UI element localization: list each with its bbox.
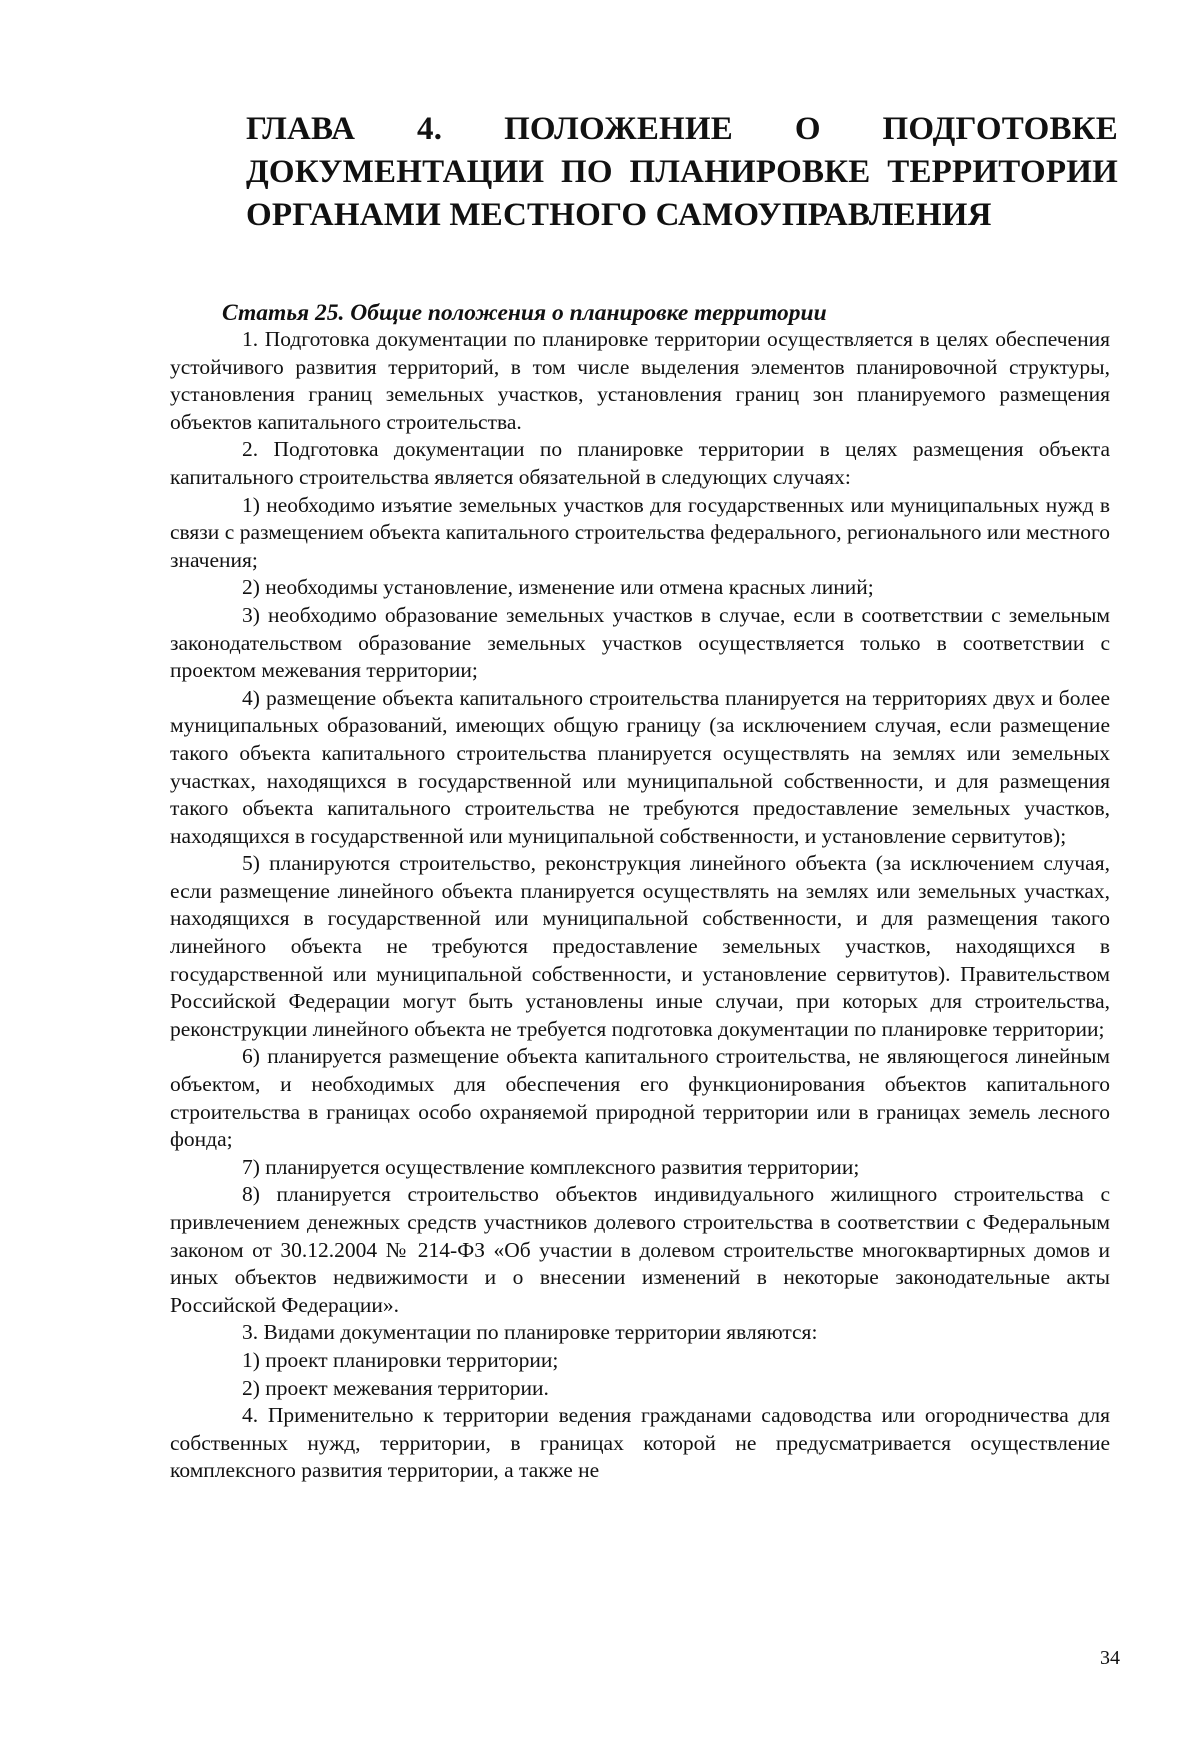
paragraph-3: 3. Видами документации по планировке территории являются: [242,1320,818,1345]
paragraph-2-item-5: 5) планируются строительство, реконструкция линейного объекта (за исключением случая, если размещение линейного объекта планируется осуществлять на землях или земельных участках, находящихся в государственной или муниципальной собственности, и для размещения такого линейного объекта не требуются предоставление земельных участков, находящихся в государственной или муниципальной собственности, и установление сервитутов). Правительством Российской Федерации могут быть установлены иные случаи, при которых для строительства, реконструкции линейного объекта не требуется подготовка документации по планировке территории; [170,851,1110,1041]
paragraph-2-item-4: 4) размещение объекта капитального строительства планируется на территориях двух и более муниципальных образований, имеющих общую границу (за исключением случая, если размещение такого объекта капитального строительства планируется осуществлять на землях или земельных участках, находящихся в государственной или муниципальной собственности, и для размещения такого объекта капитального строительства не требуются предоставление земельных участков, находящихся в государственной или муниципальной собственности, и установление сервитутов); [170,685,1110,848]
chapter-title: ГЛАВА 4. ПОЛОЖЕНИЕ О ПОДГОТОВКЕ ДОКУМЕНТАЦИИ ПО ПЛАНИРОВКЕ ТЕРРИТОРИИ ОРГАНАМИ МЕСТНОГО САМОУПРАВЛЕНИЯ [246,111,1118,233]
paragraph-2-item-6: 6) планируется размещение объекта капитального строительства, не являющегося линейным объектом, и необходимых для обеспечения его функционирования объектов капитального строительства в границах особо охраняемой природной территории или в границах земель лесного фонда; [170,1044,1110,1152]
paragraph-2-item-2: 2) необходимы установление, изменение или отмена красных линий; [242,575,874,600]
paragraph-4: 4. Применительно к территории ведения гражданами садоводства или огородничества для собственных нужд, территории, в границах которой не предусматривается осуществление комплексного развития территории, а также не [170,1403,1110,1483]
paragraph-3-item-1: 1) проект планировки территории; [242,1347,559,1372]
article-body [170,326,1110,1485]
paragraph-2: 2. Подготовка документации по планировке территории в целях размещения объекта капитального строительства является обязательной в следующих случаях: [170,437,1110,489]
paragraph-2-item-7: 7) планируется осуществление комплексного развития территории; [242,1154,860,1179]
article-title: Статья 25. Общие положения о планировке территории [222,300,827,326]
paragraph-2-item-3: 3) необходимо образование земельных участков в случае, если в соответствии с земельным законодательством образование земельных участков осуществляется только в соответствии с проектом межевания территории; [170,602,1110,683]
paragraph-3-item-2: 2) проект межевания территории. [242,1375,549,1400]
paragraph-2-item-1: 1) необходимо изъятие земельных участков для государственных или муниципальных нужд в связи с размещением объекта капитального строительства федерального, регионального или местного значения; [170,492,1110,572]
paragraph-1: 1. Подготовка документации по планировке территории осуществляется в целях обеспечения устойчивого развития территорий, в том числе выделения элементов планировочной структуры, установления границ земельных участков, установления границ зон планируемого размещения объектов капитального строительства. [170,327,1110,434]
page-number: 34 [1100,1647,1120,1669]
paragraph-2-item-8: 8) планируется строительство объектов индивидуального жилищного строительства с привлечением денежных средств участников долевого строительства в соответствии с Федеральным законом от 30.12.2004 № 214-ФЗ «Об участии в долевом строительстве многоквартирных домов и иных объектов недвижимости и о внесении изменений в некоторые законодательные акты Российской Федерации». [170,1182,1110,1317]
